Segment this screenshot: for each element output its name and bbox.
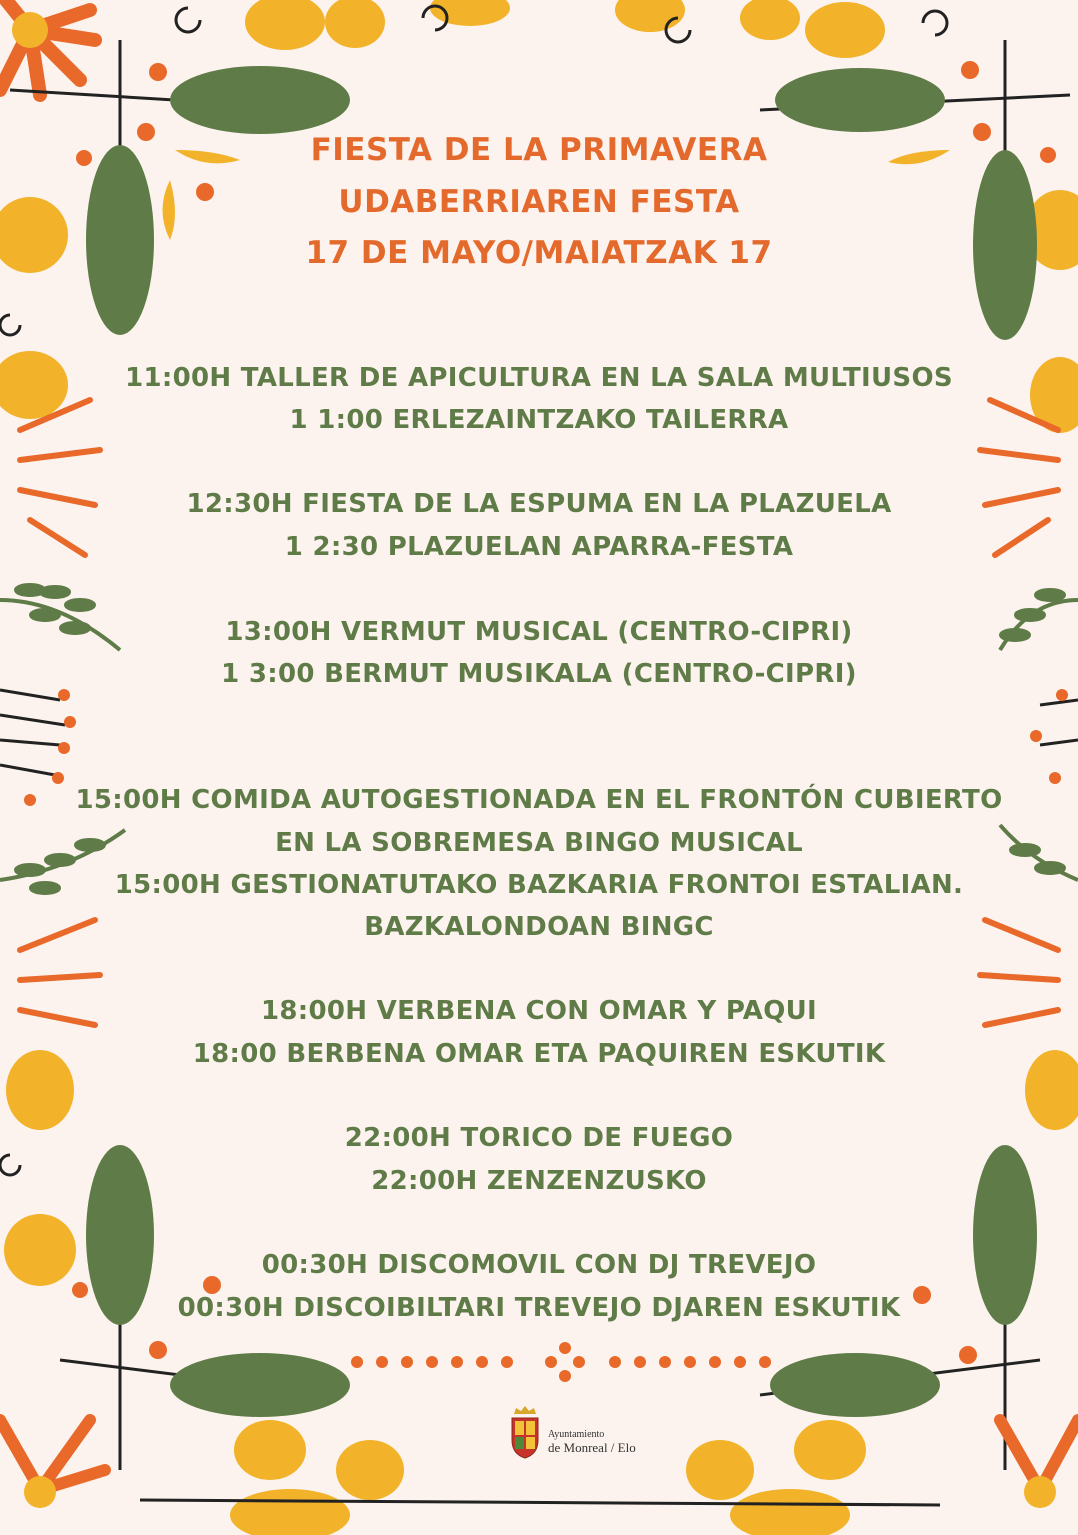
leaf-icon bbox=[170, 66, 350, 134]
schedule-line: 15:00H GESTIONATUTAKO BAZKARIA FRONTOI ESTALIAN. bbox=[114, 870, 964, 900]
municipality-logo bbox=[508, 1404, 648, 1464]
schedule-line: 1 3:00 BERMUT MUSIKALA (CENTRO-CIPRI) bbox=[221, 659, 857, 689]
schedule-line: 00:30H DISCOMOVIL CON DJ TREVEJO bbox=[261, 1250, 817, 1280]
leaf-icon bbox=[170, 1353, 350, 1417]
logo-text-line2: de Monreal / Elo bbox=[548, 1440, 636, 1455]
schedule-line: 22:00H ZENZENZUSKO bbox=[371, 1166, 707, 1196]
schedule-line: 15:00H COMIDA AUTOGESTIONADA EN EL FRONTÓN CUBIERTO bbox=[75, 785, 1003, 815]
event-title: FIESTA DE LA PRIMAVERA bbox=[310, 132, 768, 168]
schedule-line: 12:30H FIESTA DE LA ESPUMA EN LA PLAZUELA bbox=[186, 489, 892, 519]
schedule-line: 1 2:30 PLAZUELAN APARRA-FESTA bbox=[284, 532, 794, 562]
leaf-icon bbox=[775, 68, 945, 132]
schedule-line: 18:00H VERBENA CON OMAR Y PAQUI bbox=[260, 996, 817, 1026]
event-title-basque: UDABERRIAREN FESTA bbox=[338, 184, 740, 220]
orange-flower-icon bbox=[0, 0, 95, 95]
schedule-line: 00:30H DISCOIBILTARI TREVEJO DJAREN ESKUTIK bbox=[177, 1293, 901, 1323]
event-date: 17 DE MAYO/MAIATZAK 17 bbox=[305, 235, 773, 271]
schedule-line: 22:00H TORICO DE FUEGO bbox=[344, 1123, 734, 1153]
schedule-line: EN LA SOBREMESA BINGO MUSICAL bbox=[275, 828, 803, 858]
schedule-line: 13:00H VERMUT MUSICAL (CENTRO-CIPRI) bbox=[225, 617, 853, 647]
coat-of-arms-icon bbox=[508, 1404, 542, 1462]
schedule-line: 1 1:00 ERLEZAINTZAKO TAILERRA bbox=[289, 405, 789, 435]
schedule-line: 11:00H TALLER DE APICULTURA EN LA SALA MULTIUSOS bbox=[125, 363, 953, 393]
schedule-line: BAZKALONDOAN BINGC bbox=[364, 912, 714, 942]
leaf-icon bbox=[770, 1353, 940, 1417]
logo-text-line1: Ayuntamiento bbox=[548, 1429, 605, 1440]
dotted-divider bbox=[351, 1342, 771, 1382]
schedule-line: 18:00 BERBENA OMAR ETA PAQUIREN ESKUTIK bbox=[192, 1039, 886, 1069]
